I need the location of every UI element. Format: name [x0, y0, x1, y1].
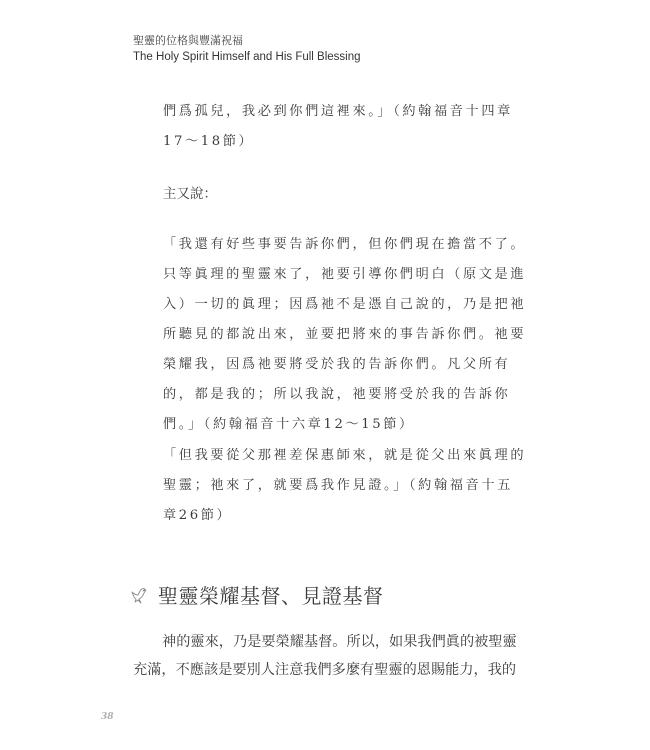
running-head	[133, 33, 361, 65]
quote-line: 只等眞理的聖靈來了，祂要引導你們明白（原文是進	[163, 267, 527, 282]
section-heading	[130, 583, 384, 609]
dove-icon	[130, 587, 150, 605]
running-head-title-en: The Holy Spirit Himself and His Full Blessing	[133, 51, 361, 63]
quote-line: 榮耀我，因爲祂要將受於我的告訴你們。凡父所有	[163, 357, 511, 372]
quote-line: 的，都是我的；所以我說，祂要將受於我的告訴你	[163, 387, 511, 402]
quote-line: 所聽見的都說出來，並要把將來的事告訴你們。祂要	[163, 327, 527, 342]
quote-line: 「但我要從父那裡差保惠師來，就是從父出來眞理的	[163, 448, 527, 463]
scripture-quote-john-14	[163, 97, 513, 157]
page-number: 38	[101, 712, 114, 722]
quote-line: 17～18節）	[163, 134, 255, 149]
quote-line: 章26節）	[163, 508, 233, 523]
intro-line: 主又說：	[163, 186, 217, 202]
quote-line: 們爲孤兒，我必到你們這裡來。」（約翰福音十四章	[163, 104, 513, 119]
quote-line: 們。」（約翰福音十六章12～15節）	[163, 417, 415, 432]
quote-line: 「我還有好些事要告訴你們，但你們現在擔當不了。	[163, 237, 527, 252]
quote-line: 聖靈；祂來了，就要爲我作見證。」（約翰福音十五	[163, 478, 513, 493]
quote-line: 入）一切的眞理；因爲祂不是憑自己說的，乃是把祂	[163, 297, 527, 312]
running-head-title-zh: 聖靈的位格與豐滿祝福	[133, 34, 243, 47]
scripture-quote-john-16	[163, 230, 527, 440]
body-paragraph	[133, 628, 528, 684]
section-title: 聖靈榮耀基督、見證基督	[158, 584, 384, 608]
scripture-quote-john-15	[163, 441, 527, 531]
body-line: 神的靈來，乃是要榮耀基督。所以，如果我們眞的被聖靈	[162, 634, 517, 650]
body-line: 充滿，不應該是要別人注意我們多麼有聖靈的恩賜能力，我的	[133, 662, 517, 678]
